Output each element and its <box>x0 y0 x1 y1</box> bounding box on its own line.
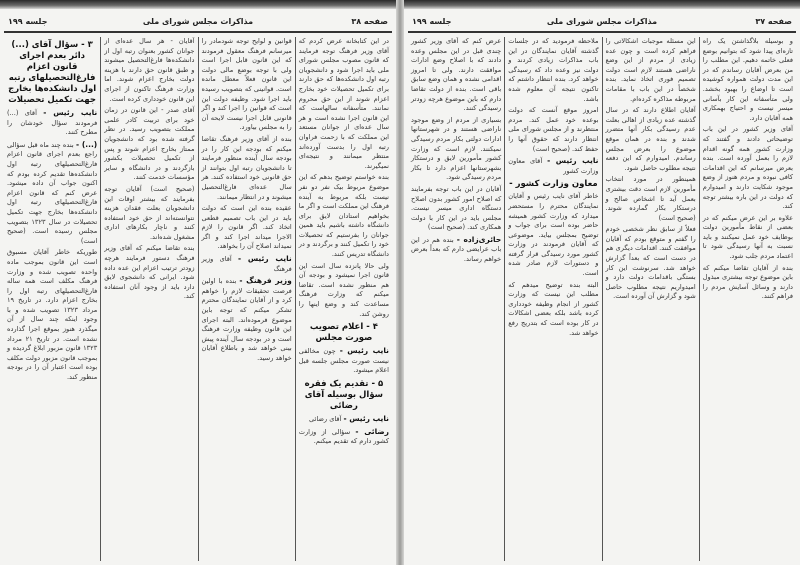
paragraph <box>202 135 292 202</box>
paragraph-text: فعلاً از سابق نظر شخصی خودم را گفتم و متوقع بودم که آقایان موافقت کنند. اقدامات دیگری هم در دست است که بعداً گزارش خواهد شد. سرنوشت این کار بستگی باقدامات دولت دارد و امیدواریم نتیجه مطلوب حاصل شود و گزارش آن آورده است. <box>605 225 696 301</box>
page-header <box>408 15 796 33</box>
speaker-name: (...) - <box>75 139 98 149</box>
paragraph <box>508 37 598 104</box>
paragraph-text: بنده از آقای وزیر فرهنگ تقاضا میکنم که بودجه این کار را در بودجه سال آینده منظور فرمایند تا دانشجویان رتبه اول بتوانند از حق قانونی خود استفاده کنند. هر سال عده‌ای فارغ‌التحصیل میشوند و در انتظار میمانند. <box>201 134 292 201</box>
paragraph <box>703 214 793 262</box>
paragraph <box>104 244 194 302</box>
paragraph <box>606 225 696 302</box>
paragraph-text: آقایان - هر سال عده‌ای از جوانان کشور بعنوان رتبه اول از دانشکده‌ها فارغ‌التحصیل میشوند و طبق قانون حق دارند با هزینه دولت بخارج اعزام شوند. اما وزارت فرهنگ تاکنون از اجرای این قانون خودداری کرده است. <box>104 37 195 103</box>
paragraph <box>7 108 97 138</box>
paragraph-text: (صحیح است) آقایان توجه بفرمایند که بیشتر اوقات این دانشجویان بعلت فقدان هزینه نتوانسته‌اند از حق خود استفاده کنند و ناچار بکارهای اداری مشغول شده‌اند. <box>104 184 195 241</box>
paragraph <box>104 37 194 104</box>
paragraph-text: آقایان اطلاع دارند که در سال گذشته عده زیادی از اهالی بعلت عدم رسیدگی بکار آنها متضرر شدند و بنده در همان موقع موضوع را بعرض مجلس رساندم. امیدوارم که این دفعه نتیجه مطلوب حاصل شود. <box>605 106 696 172</box>
paragraph <box>411 116 501 183</box>
running-title: مذاکرات مجلس شورای ملی <box>546 17 658 26</box>
paragraph-text: طوریکه خاطر آقایان مسبوق است این قانون بموجب ماده واحده تصویب شده و وزارت فرهنگ مکلف است همه ساله فارغ‌التحصیلهای رتبه اول را بخارج اعزام دارد. در تاریخ ۱۹ مرداد ۱۳۲۳ تصویب شده و با وجود اینکه چند سال از آن میگذرد هنوز بموقع اجرا گذارده نشده است. در تاریخ ۲۱ مرداد ۱۳۲۳ قانون مزبور ابلاغ گردیده و بموجب قانون مزبور دولت مکلف بوده است اعتبار آن را در بودجه منظور کند. <box>7 248 98 382</box>
paragraph-text: آقای وزیر فرهنگ <box>201 255 292 273</box>
paragraph <box>411 235 501 265</box>
session-number: جلسه ۱۹۹ <box>412 17 452 26</box>
paragraph <box>508 106 598 154</box>
paragraph <box>202 204 292 252</box>
paragraph <box>202 37 292 133</box>
paragraph <box>299 427 389 447</box>
speaker-name: نایب رئیس - <box>339 346 389 356</box>
paragraph <box>606 175 696 223</box>
page-header <box>4 15 392 33</box>
paragraph-text: بنده تقاضا میکنم که آقای وزیر فرهنگ دستور فرمایند هرچه زودتر ترتیب اعزام این عده داده شود. ایرانی که دانشجوی لایق دارد باید از وجود آنان استفاده کند. <box>104 244 195 301</box>
paragraph-text: در این کتابخانه عرض کردم که آقای وزیر فرهنگ توجه فرمایند که قانون مصوب مجلس شورای ملی باید اجرا شود و دانشجویان رتبه اول دانشکده‌ها که حق دارند برای تکمیل تحصیلات خود بخارج اعزام شوند از این حق محروم نمانند. متأسفانه سالهاست که این قانون اجرا نشده است و هر سال عده‌ای از جوانان مستعد این مملکت که با زحمت فراوان رتبه اول را بدست آورده‌اند منتظر میمانند و نتیجه‌ای نمیگیرند. <box>298 37 389 170</box>
paragraph-text: خاطر آقای نایب رئیس و آقایان نمایندگان محترم را مستحضر میدارد که وزارت کشور همیشه حاضر بوده است برای جواب و توضیح بمجلس بیاید. موضوعی که آقایان فرمودند در وزارت کشور مورد رسیدگی قرار گرفته و دستورات لازم صادر شده است. <box>508 192 599 278</box>
page-right <box>404 9 800 565</box>
paragraph-text: عرض کنم که آقای وزیر کشور چندی قبل در این مجلس وعده دادند که با اصلاح وضع ادارات موافقت دارند. ولی تا امروز اقدامی نشده و همان وضع سابق باقی است. بنده از دولت تقاضا دارم که باین موضوع هرچه زودتر رسیدگی کنند. <box>411 37 502 113</box>
speaker-name: رضائی - <box>355 426 389 436</box>
session-number: جلسه ۱۹۹ <box>8 17 48 26</box>
paragraph <box>703 125 793 211</box>
paragraph-text: همینطور در مورد انتخاب مأمورین لازم است دقت بیشتری بعمل آید تا اشخاص صالح و درستکار بکار گمارده شوند. (صحیح است) <box>605 175 696 222</box>
section-heading: ۵ - تقدیم یک فقره سؤال بوسیله آقای رضائی <box>304 379 384 411</box>
text-column <box>295 37 392 561</box>
paragraph-text: و بوسیله بلاگذاشتن یک راه تازه‌ای پیدا شود که بتوانیم بوضع فعلی خاتمه دهیم. این مطلب را من بعرض آقایان رساندم که در این مدت دولت همواره کوشیده است تا اوضاع را بهبود بخشد. ولی متأسفانه این کار بآسانی میسر نیست و احتیاج بهمکاری همه آقایان دارد. <box>702 37 793 122</box>
paragraph <box>411 37 501 114</box>
paragraph-text: آقای وزیر کشور در این باب توضیحاتی دادند و گفتند که وزارت کشور همه گونه اقدام لازم را بعمل آورده است. بنده بعرض میرسانم که این اقدامات کافی نبوده و مردم هنوز از وضع موجود شکایت دارند و امیدوارم که دولت در این باره بیشتر توجه کند. <box>702 125 793 211</box>
speaker-name: نایب رئیس - <box>43 108 98 117</box>
paragraph-text: آقای رضائی <box>308 415 342 423</box>
paragraph-text: آقای صدر - این قانون در زمان خود برای تربیت کادر علمی مملکت بتصویب رسید. در نظر گرفته شده بود که دانشجویان ممتاز بخارج اعزام شوند و پس از تکمیل تحصیلات بکشور بازگردند و در دانشگاه و سایر مؤسسات خدمت کنند. <box>104 106 195 182</box>
paragraph <box>411 185 501 233</box>
paragraph-text: بنده هم در این باب عرایضی دارم که بعداً بعرض خواهم رساند. <box>411 235 502 264</box>
running-title: مذاکرات مجلس شورای ملی <box>142 17 254 26</box>
text-column <box>4 37 100 561</box>
paragraph-text: این مسئله موجبات اشکالاتی را فراهم کرده است و چون عده زیادی از مردم از این وضع ناراضی هستند لازم است دولت تصمیم فوری اتخاذ نماید. بنده شخصاً در این باب با مقامات مربوطه مذاکره کرده‌ام. <box>605 37 696 103</box>
paragraph-text: آقای معاون وزارت کشور <box>508 157 599 175</box>
paragraph <box>703 264 793 302</box>
paragraph <box>299 414 389 425</box>
speaker-name: وزیر فرهنگ - <box>239 276 292 286</box>
paragraph <box>606 37 696 104</box>
speaker-name: نایب رئیس - <box>343 414 389 423</box>
paragraph <box>7 248 97 382</box>
text-columns <box>4 37 392 561</box>
paragraph <box>202 254 292 274</box>
page-left <box>0 9 396 565</box>
paragraph-text: ولی حالا پانزده سال است این قانون اجرا نمیشود و بودجه آن هم منظور نشده است. تقاضا میکنم که وزارت فرهنگ مساعدت کند و وضع اینها را روشن کند. <box>298 261 389 318</box>
text-column <box>504 37 601 561</box>
text-columns <box>408 37 796 561</box>
paragraph <box>299 37 389 171</box>
paragraph <box>202 276 292 363</box>
paragraph <box>299 173 389 259</box>
section-heading: معاون وزارت کشور - <box>509 179 598 190</box>
paragraph-text: بنده خواستم توضیح بدهم که این موضوع مربوط بیک نفر دو نفر نیست بلکه مربوط به آینده فرهنگ این مملکت است و اگر ما بخواهیم استادان لایق برای دانشگاه داشته باشیم باید همین جوانان را بفرستیم که تحصیلات خود را تکمیل کنند و برگردند و در دانشگاه تدریس کنند. <box>298 173 389 259</box>
paragraph-text: آقای (...) فرمودند سؤال خودشان را مطرح کنند. <box>7 109 98 137</box>
paragraph-text: ملاحظه فرمودید که در جلسات گذشته آقایان نمایندگان در این باب مذاکرات زیادی کردند و دولت نیز وعده داد که رسیدگی خواهد کرد. بنده انتظار داشتم که تاکنون نتیجه آن معلوم شده باشد. <box>508 37 599 103</box>
paragraph-text: بسیاری از مردم از وضع موجود ناراضی هستند و در شهرستانها ادارات دولتی بکار مردم رسیدگی نمیکنند. لازم است که وزارت کشور مأمورین لایق و درستکار بشهرستانها اعزام دارد تا بکار مردم رسیدگی شود. <box>411 115 502 182</box>
book-gutter <box>396 0 404 565</box>
section-heading: ۴ - اعلام تصویب صورت مجلس <box>309 322 378 344</box>
paragraph <box>104 185 194 243</box>
paragraph-text: علاوه بر این عرض میکنم که در بعضی از نقاط مأمورین دولت بوظایف خود عمل نمیکنند و باید نسبت به آنها رسیدگی شود تا اعتماد مردم جلب شود. <box>702 213 793 261</box>
paragraph <box>7 140 97 247</box>
text-column <box>408 37 504 561</box>
paragraph <box>299 262 389 320</box>
text-column <box>602 37 699 561</box>
paragraph <box>508 192 598 278</box>
paragraph-text: سؤالی از وزارت کشور دارم که تقدیم میکنم. <box>298 427 389 446</box>
text-column <box>100 37 197 561</box>
paragraph-text: امروز موقع آنست که دولت بوعده خود عمل کند. مردم منتظرند و از مجلس شورای ملی انتظار دارند که حقوق آنها را حفظ کند. (صحیح است) <box>508 106 599 153</box>
text-column <box>699 37 796 561</box>
paragraph-text: چون مخالفی نیست صورت مجلس جلسه قبل اعلام میشود. <box>298 347 389 375</box>
paragraph <box>606 106 696 173</box>
speaker-name: نایب رئیس - <box>237 254 292 264</box>
paragraph <box>508 281 598 339</box>
text-column <box>198 37 295 561</box>
paragraph-text: بنده چند ماه قبل سؤالی راجع بعدم اجرای قانون اعزام فارغ‌التحصیلهای رتبه اول دانشکده‌ها تقدیم کرده بودم که اکنون جواب آن داده میشود. عرض کنم که قانون اعزام فارغ‌التحصیلهای رتبه اول دانشکده‌ها بخارج جهت تکمیل تحصیلات در سال ۱۳۲۳ بتصویب مجلس رسیده است. (صحیح است) <box>7 140 98 245</box>
section-heading: ۳ - سؤال آقای (...) دائر بعدم اجرای قانون اعزام فارغ‌التحصیلهای رتبه اول دانشکده‌ها بخارج جهت تکمیل تحصیلات <box>8 40 97 105</box>
paragraph <box>104 106 194 183</box>
paragraph-text: بنده با اولین فرصت تحقیقات لازم را خواهم کرد و از آقایان نمایندگان محترم تشکر میکنم که توجه باین موضوع فرموده‌اند. البته اجرای این قانون وظیفه وزارت فرهنگ است و در بودجه سال آینده پیش بینی خواهد شد و باطلاع آقایان خواهد رسید. <box>201 277 292 362</box>
speaker-name: حائری‌زاده - <box>456 234 502 244</box>
paragraph-text: عقیده بنده این است که دولت باید در این باب تصمیم قطعی اتخاذ کند. اگر قانون را لازم الاجرا میداند اجرا کند و اگر نمیداند اصلاح آن را بخواهد. <box>201 204 292 251</box>
page-number: صفحه ۳۸ <box>351 17 388 26</box>
paragraph <box>703 37 793 123</box>
paragraph-text: قوانین و لوایح توجه شودمادر را میرسانم فرهنگ معقول فرمودند که این قانون قابل اجرا است ولی با توجه بوضع مالی دولت این قانون فعلاً معطل مانده است. قوانینی که بتصویب رسیده باید اجرا شود. وظیفه دولت این است که قوانین را اجرا کند و اگر قانونی قابل اجرا نیست لایحه آن را به مجلس بیاورد. <box>201 37 292 132</box>
page-number: صفحه ۳۷ <box>755 17 792 26</box>
paragraph <box>299 346 389 376</box>
paragraph-text: بنده از آقایان تقاضا میکنم که باین موضوع توجه بیشتری مبذول دارند و وسائل آسایش مردم را فراهم کنند. <box>702 263 793 301</box>
paragraph-text: آقایان در این باب توجه بفرمایند که اصلاح امور کشور بدون اصلاح دستگاه اداری میسر نیست. مجلس باید در این کار با دولت همکاری کند. (صحیح است) <box>411 184 502 232</box>
paragraph <box>508 156 598 176</box>
speaker-name: نایب رئیس - <box>547 156 599 166</box>
paragraph-text: البته بنده توضیح میدهم که مطلب این نیست که وزارت کشور از انجام وظیفه خودداری کرده باشد بلکه بعضی اشکالات در کار بوده است که بتدریج رفع خواهد شد. <box>508 280 599 337</box>
